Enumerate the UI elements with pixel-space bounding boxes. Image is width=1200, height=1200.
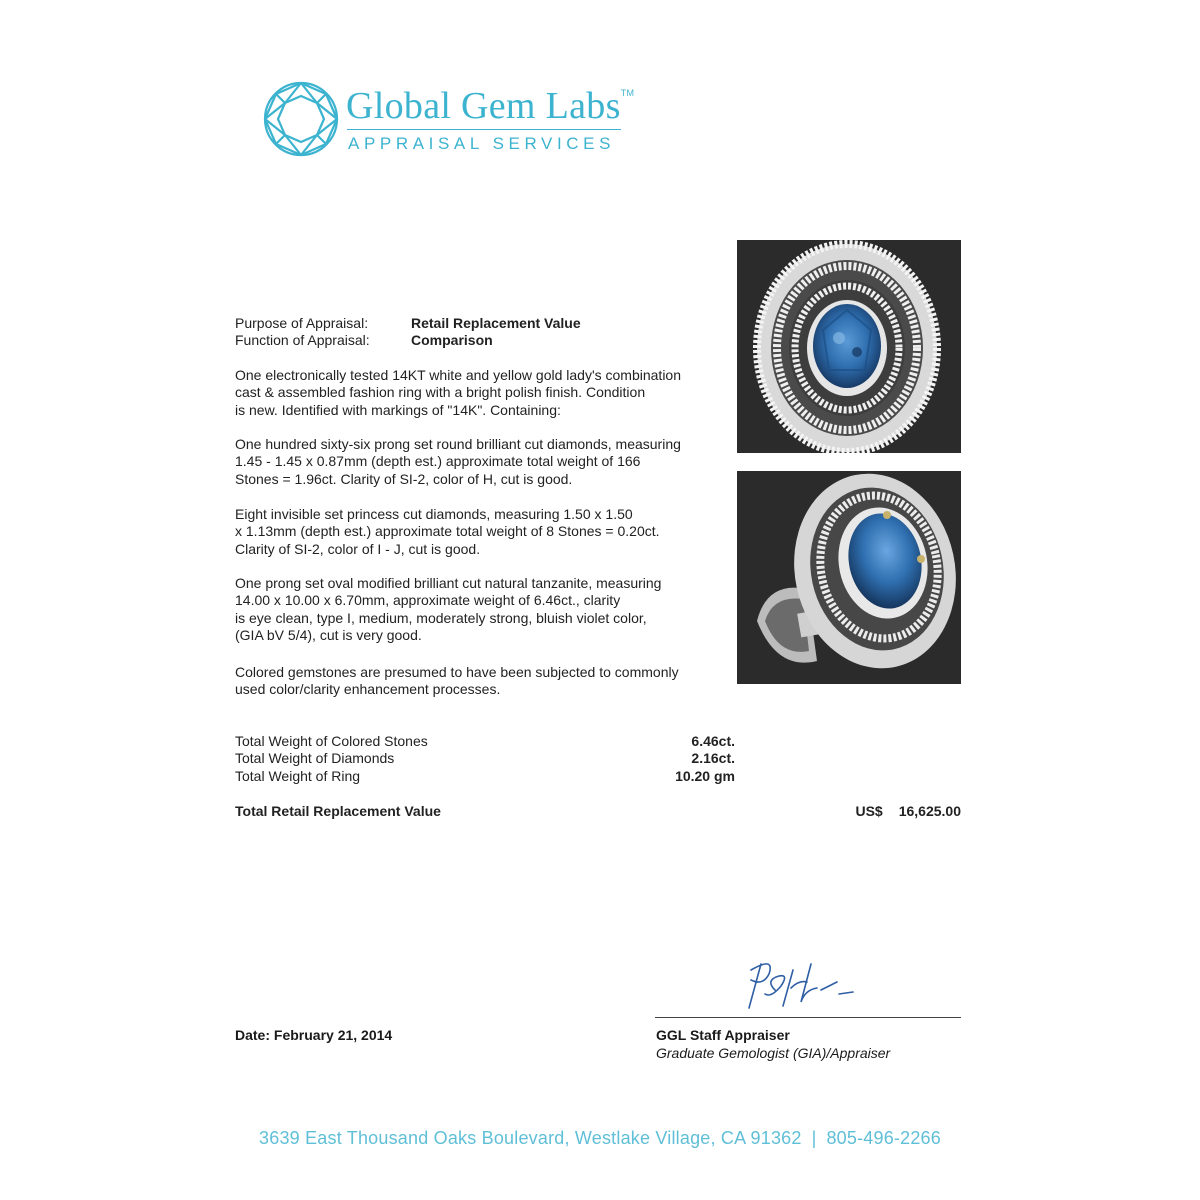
brand-subtitle: APPRAISAL SERVICES bbox=[348, 134, 616, 153]
function-label: Function of Appraisal: bbox=[235, 332, 370, 349]
appraiser-title: GGL Staff Appraiser bbox=[656, 1027, 790, 1043]
grand-total-amount bbox=[855, 803, 961, 820]
total-value: 6.46ct. bbox=[691, 733, 735, 749]
total-label: Total Weight of Diamonds bbox=[235, 750, 395, 767]
total-label: Total Weight of Ring bbox=[235, 767, 361, 784]
enhancement-paragraph: Colored gemstones are presumed to have been subjected to commonly used color/clarity enhancement processes. bbox=[235, 664, 679, 698]
ring-photo-side bbox=[737, 471, 961, 684]
total-row bbox=[235, 750, 735, 767]
function-row bbox=[235, 332, 581, 349]
total-row bbox=[235, 768, 735, 785]
total-value: 10.20 gm bbox=[675, 767, 735, 784]
total-row bbox=[235, 733, 735, 750]
signature bbox=[735, 950, 865, 1014]
diamond-icon bbox=[262, 80, 340, 158]
princess-diamond-paragraph: Eight invisible set princess cut diamonds, measuring 1.50 x 1.50 x 1.13mm (depth est.) approximate total weight of 8 Stones = 0.20ct. Clarity of SI-2, color of I - J, cut is good. bbox=[235, 506, 660, 557]
footer bbox=[0, 1128, 1200, 1149]
footer-phone: 805-496-2266 bbox=[826, 1128, 941, 1148]
tanzanite-paragraph: One prong set oval modified brilliant cut natural tanzanite, measuring 14.00 x 10.00 x 6.70mm, approximate weight of 6.46ct., clarity is eye clean, type I, medium, moderately strong, bluish violet color, (GIA bV 5/4), cut is very good. bbox=[235, 575, 662, 644]
amount: 16,625.00 bbox=[898, 803, 961, 819]
grand-total bbox=[235, 803, 961, 820]
ring-photo-top bbox=[737, 240, 961, 453]
total-label: Total Weight of Colored Stones bbox=[235, 733, 428, 749]
signature-line bbox=[655, 1017, 961, 1018]
footer-separator: | bbox=[811, 1128, 817, 1148]
footer-address: 3639 East Thousand Oaks Boulevard, Westlake Village, CA 91362 bbox=[259, 1128, 802, 1148]
currency: US$ bbox=[855, 803, 883, 819]
appraisal-purpose-block bbox=[235, 315, 581, 350]
ring-side-view bbox=[737, 471, 961, 684]
purpose-value: Retail Replacement Value bbox=[411, 315, 581, 331]
appraiser-credential: Graduate Gemologist (GIA)/Appraiser bbox=[656, 1045, 891, 1061]
purpose-row bbox=[235, 315, 581, 332]
grand-total-label: Total Retail Replacement Value bbox=[235, 803, 441, 819]
brand-divider bbox=[347, 129, 621, 130]
trademark: TM bbox=[620, 88, 635, 98]
purpose-label: Purpose of Appraisal: bbox=[235, 315, 369, 331]
diamond-paragraph: One hundred sixty-six prong set round brilliant cut diamonds, measuring 1.45 - 1.45 x 0.87mm (depth est.) approximate total weight of 166 Stones = 1.96ct. Clarity of SI-2, color of H, cut is good. bbox=[235, 436, 681, 487]
weight-totals bbox=[235, 733, 735, 785]
description-paragraph: One electronically tested 14KT white and yellow gold lady's combination cast & assembled fashion ring with a bright polish finish. Condition is new. Identified with markings of "14K". Containing: bbox=[235, 367, 681, 418]
brand-name-text: Global Gem Labs bbox=[346, 85, 621, 127]
brand-name bbox=[346, 84, 634, 128]
appraisal-date: Date: February 21, 2014 bbox=[235, 1027, 393, 1043]
ring-top-view bbox=[737, 240, 961, 453]
function-value: Comparison bbox=[411, 332, 493, 349]
total-value: 2.16ct. bbox=[691, 750, 735, 767]
